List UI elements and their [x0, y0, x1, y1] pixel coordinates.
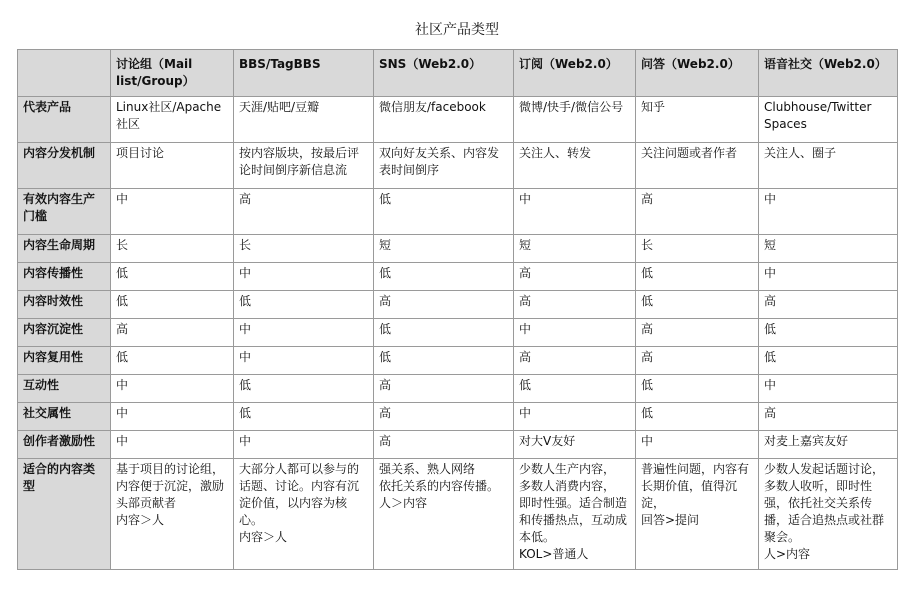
table-cell: [514, 291, 636, 319]
cell-text: 中: [519, 406, 532, 420]
cell-text: 高: [379, 294, 392, 308]
row-label: 内容沉淀性: [18, 319, 111, 347]
table-cell: [234, 347, 374, 375]
table-cell: [374, 291, 514, 319]
cell-text: 低: [764, 322, 777, 336]
cell-text: Linux社区/Apache社区: [116, 100, 222, 131]
cell-text: 低: [116, 294, 129, 308]
table-cell: [374, 143, 514, 189]
cell-text: 短: [519, 238, 532, 252]
cell-text: 低: [379, 192, 392, 206]
cell-text: 高: [116, 322, 129, 336]
table-cell: [234, 291, 374, 319]
column-header: 语音社交（Web2.0）: [759, 50, 898, 97]
table-row: [18, 291, 898, 319]
row-label: 社交属性: [18, 403, 111, 431]
table-cell: [234, 235, 374, 263]
cell-text: 高: [641, 192, 654, 206]
table-cell: [234, 431, 374, 459]
table-row: [18, 189, 898, 235]
cell-text: 低: [379, 266, 392, 280]
cell-text: 低: [239, 294, 252, 308]
cell-text: 按内容版块，按最后评论时间倒序新信息流: [239, 146, 360, 177]
cell-text: 高: [379, 378, 392, 392]
table-cell: [636, 431, 759, 459]
table-cell: [759, 347, 898, 375]
cell-text: 中: [764, 266, 777, 280]
column-header: 订阅（Web2.0）: [514, 50, 636, 97]
cell-text: 低: [641, 294, 654, 308]
cell-text: 少数人发起话题讨论，多数人收听，即时性强，依托社交关系传播，适合追热点或社群聚会。 人>内容: [764, 462, 885, 561]
cell-text: 中: [116, 192, 129, 206]
table-cell: [374, 235, 514, 263]
table-cell: [111, 189, 234, 235]
cell-text: 关注人、转发: [519, 146, 592, 160]
table-cell: [759, 375, 898, 403]
row-label: 内容分发机制: [18, 143, 111, 189]
cell-text: 双向好友关系、内容发表时间倒序: [379, 146, 500, 177]
page-title: 社区产品类型: [415, 22, 499, 38]
table-cell: [374, 403, 514, 431]
table-row: [18, 319, 898, 347]
header-corner: [18, 50, 111, 97]
table-cell: [636, 263, 759, 291]
cell-text: 高: [764, 406, 777, 420]
cell-text: 中: [764, 192, 777, 206]
table-cell: [374, 347, 514, 375]
table-row: [18, 235, 898, 263]
cell-text: 长: [116, 238, 129, 252]
cell-text: 对麦上嘉宾友好: [764, 434, 849, 448]
table-cell: [234, 97, 374, 143]
table-cell: [234, 143, 374, 189]
table-cell: [234, 319, 374, 347]
table-cell: [374, 189, 514, 235]
table-row: [18, 97, 898, 143]
table-row: [18, 459, 898, 570]
row-label: 内容传播性: [18, 263, 111, 291]
community-product-types-table: [17, 49, 898, 570]
table-cell: [514, 403, 636, 431]
table-row: [18, 143, 898, 189]
table-cell: [374, 375, 514, 403]
cell-text: 高: [519, 266, 532, 280]
table-cell: [514, 97, 636, 143]
cell-text: 低: [641, 266, 654, 280]
column-header: BBS/TagBBS: [234, 50, 374, 97]
cell-text: 高: [764, 294, 777, 308]
table-cell: [636, 403, 759, 431]
table-cell: [111, 263, 234, 291]
cell-text: 中: [239, 434, 252, 448]
cell-text: 中: [116, 406, 129, 420]
table-cell: [111, 291, 234, 319]
cell-text: 高: [379, 434, 392, 448]
table-cell: [111, 97, 234, 143]
cell-text: Clubhouse/Twitter Spaces: [764, 100, 872, 131]
cell-text: 中: [239, 322, 252, 336]
table-cell: [759, 403, 898, 431]
table-cell: [514, 235, 636, 263]
cell-text: 知乎: [641, 100, 666, 114]
table-cell: [759, 263, 898, 291]
table-cell: [636, 347, 759, 375]
table-cell: [514, 189, 636, 235]
table-cell: [514, 319, 636, 347]
table-cell: [636, 143, 759, 189]
cell-text: 低: [379, 350, 392, 364]
row-label: 适合的内容类型: [18, 459, 111, 570]
table-row: [18, 375, 898, 403]
table-row: [18, 347, 898, 375]
table-cell: [514, 375, 636, 403]
cell-text: 少数人生产内容， 多数人消费内容， 即时性强。适合制造和传播热点，互动成本低。 KOL>普通人: [519, 462, 628, 561]
cell-text: 普遍性问题，内容有长期价值，值得沉淀， 回答>提问: [641, 462, 750, 527]
table-cell: [514, 143, 636, 189]
cell-text: 低: [764, 350, 777, 364]
column-header: 讨论组（Mail list/Group）: [111, 50, 234, 97]
cell-text: 关注问题或者作者: [641, 146, 738, 160]
table-cell: [636, 375, 759, 403]
cell-text: 天涯/贴吧/豆瓣: [239, 100, 320, 114]
table-cell: [759, 235, 898, 263]
table-cell: [111, 459, 234, 570]
cell-text: 长: [641, 238, 654, 252]
cell-text: 强关系、熟人网络 依托关系的内容传播。 人＞内容: [379, 462, 500, 510]
cell-text: 低: [379, 322, 392, 336]
cell-text: 中: [519, 322, 532, 336]
table-cell: [111, 375, 234, 403]
table-cell: [374, 459, 514, 570]
row-label: 有效内容生产门槛: [18, 189, 111, 235]
table-cell: [759, 143, 898, 189]
cell-text: 低: [239, 406, 252, 420]
table-cell: [374, 263, 514, 291]
table-cell: [234, 459, 374, 570]
row-label: 创作者激励性: [18, 431, 111, 459]
table-cell: [111, 319, 234, 347]
table-cell: [234, 403, 374, 431]
table-cell: [374, 431, 514, 459]
cell-text: 中: [519, 192, 532, 206]
table-cell: [514, 459, 636, 570]
table-header-row: [18, 50, 898, 97]
table-row: [18, 431, 898, 459]
table-cell: [636, 235, 759, 263]
cell-text: 高: [519, 350, 532, 364]
cell-text: 低: [239, 378, 252, 392]
table-cell: [111, 403, 234, 431]
cell-text: 长: [239, 238, 252, 252]
table-cell: [759, 319, 898, 347]
table-cell: [111, 347, 234, 375]
cell-text: 中: [239, 350, 252, 364]
table-cell: [636, 319, 759, 347]
row-label: 内容时效性: [18, 291, 111, 319]
row-label: 互动性: [18, 375, 111, 403]
column-header: 问答（Web2.0）: [636, 50, 759, 97]
table-cell: [759, 431, 898, 459]
cell-text: 微博/快手/微信公号: [519, 100, 624, 114]
cell-text: 中: [239, 266, 252, 280]
table-cell: [636, 459, 759, 570]
table-cell: [759, 189, 898, 235]
table-cell: [636, 97, 759, 143]
cell-text: 短: [379, 238, 392, 252]
cell-text: 短: [764, 238, 777, 252]
table-cell: [374, 319, 514, 347]
table-cell: [514, 347, 636, 375]
cell-text: 基于项目的讨论组，内容便于沉淀，激励头部贡献者 内容＞人: [116, 462, 225, 527]
cell-text: 高: [641, 350, 654, 364]
cell-text: 中: [764, 378, 777, 392]
cell-text: 微信朋友/facebook: [379, 100, 486, 114]
cell-text: 项目讨论: [116, 146, 165, 160]
cell-text: 高: [641, 322, 654, 336]
row-label: 代表产品: [18, 97, 111, 143]
cell-text: 对大V友好: [519, 434, 576, 448]
table-cell: [759, 97, 898, 143]
cell-text: 低: [116, 350, 129, 364]
table-cell: [636, 291, 759, 319]
cell-text: 关注人、圈子: [764, 146, 837, 160]
cell-text: 中: [641, 434, 654, 448]
cell-text: 中: [116, 378, 129, 392]
cell-text: 高: [239, 192, 252, 206]
cell-text: 低: [641, 378, 654, 392]
table-cell: [759, 291, 898, 319]
cell-text: 高: [519, 294, 532, 308]
table-cell: [759, 459, 898, 570]
row-label: 内容复用性: [18, 347, 111, 375]
table-cell: [636, 189, 759, 235]
table-cell: [234, 375, 374, 403]
table-cell: [374, 97, 514, 143]
cell-text: 低: [641, 406, 654, 420]
table-cell: [514, 431, 636, 459]
table-cell: [234, 189, 374, 235]
cell-text: 大部分人都可以参与的话题、讨论。内容有沉淀价值，以内容为核心。 内容＞人: [239, 462, 360, 544]
cell-text: 低: [519, 378, 532, 392]
table-cell: [514, 263, 636, 291]
row-label: 内容生命周期: [18, 235, 111, 263]
cell-text: 高: [379, 406, 392, 420]
table-cell: [111, 431, 234, 459]
table-cell: [234, 263, 374, 291]
table-cell: [111, 143, 234, 189]
cell-text: 低: [116, 266, 129, 280]
column-header: SNS（Web2.0）: [374, 50, 514, 97]
table-row: [18, 403, 898, 431]
table-cell: [111, 235, 234, 263]
cell-text: 中: [116, 434, 129, 448]
table-row: [18, 263, 898, 291]
